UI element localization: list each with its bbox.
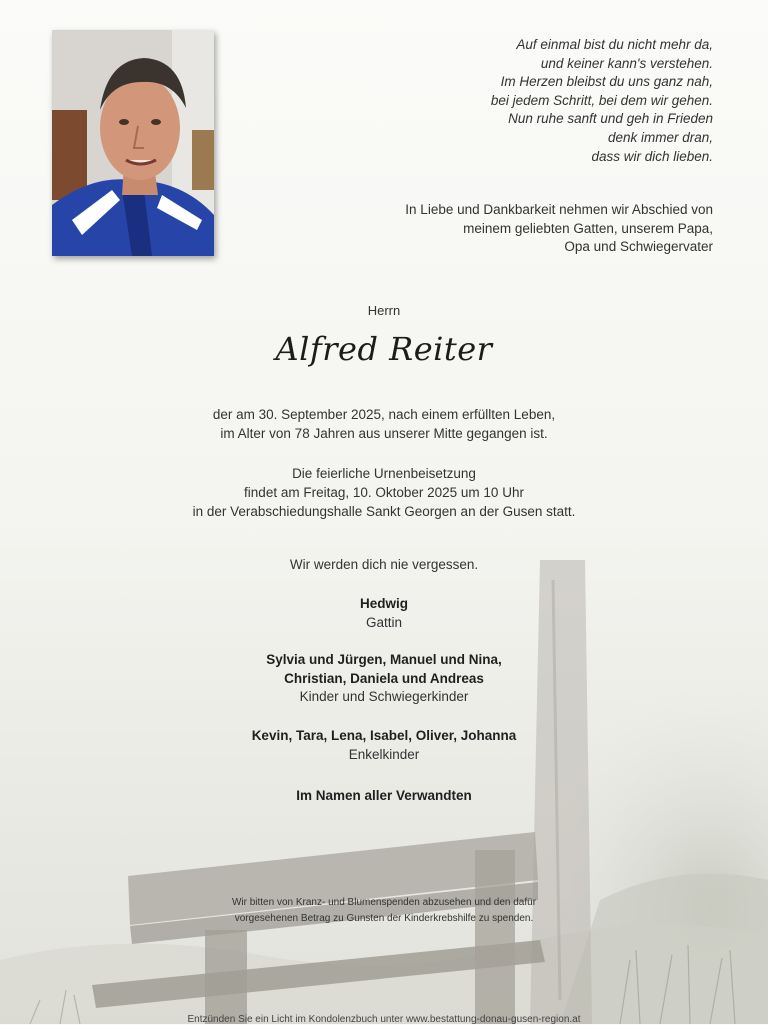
funeral-line: findet am Freitag, 10. Oktober 2025 um 10 Uhr (244, 485, 524, 500)
family-names: Sylvia und Jürgen, Manuel und Nina, (266, 652, 502, 667)
poem (293, 36, 713, 166)
poem-line: Im Herzen bleibst du uns ganz nah, (500, 74, 713, 90)
family-group-grandchildren (0, 727, 768, 764)
funeral-line: in der Verabschiedungshalle Sankt Georgen an der Gusen statt. (192, 504, 576, 519)
donation-request-line: Wir bitten von Kranz- und Blumenspenden abzusehen und den dafür (231, 897, 537, 908)
portrait-photo (52, 30, 214, 256)
family-role: Gattin (365, 614, 403, 630)
poem-line: Nun ruhe sanft und geh in Frieden (508, 111, 713, 127)
family-group-spouse (0, 595, 768, 632)
poem-line: dass wir dich lieben. (591, 148, 713, 164)
remembrance-line: Wir werden dich nie vergessen. (289, 557, 479, 572)
farewell-text (293, 201, 713, 257)
funeral-line: Die feierliche Urnenbeisetzung (292, 466, 476, 481)
deceased-name: Alfred Reiter (275, 330, 493, 368)
family-role: Enkelkinder (348, 746, 420, 762)
death-notice-line: der am 30. September 2025, nach einem erfüllten Leben, (212, 407, 556, 422)
death-notice (0, 405, 768, 443)
farewell-line: Opa und Schwiegervater (564, 239, 713, 255)
family-names: Hedwig (359, 596, 408, 611)
family-names: Im Namen aller Verwandten (296, 788, 472, 803)
family-names: Kevin, Tara, Lena, Isabel, Oliver, Johanna (251, 728, 517, 743)
poem-line: bei jedem Schritt, bei dem wir gehen. (490, 92, 713, 108)
poem-line: Auf einmal bist du nicht mehr da, (516, 37, 713, 52)
death-notice-line: im Alter von 78 Jahren aus unserer Mitte gegangen ist. (220, 426, 548, 441)
poem-line: und keiner kann's verstehen. (540, 55, 713, 71)
donation-request-line: vorgesehenen Betrag zu Gunsten der Kinderkrebshilfe zu spenden. (234, 913, 534, 924)
funeral-details (0, 464, 768, 521)
farewell-line: meinem geliebten Gatten, unserem Papa, (463, 220, 713, 236)
family-role: Kinder und Schwiegerkinder (299, 689, 469, 704)
condolence-footer: Entzünden Sie ein Licht im Kondolenzbuch unter www.bestattung-donau-gusen-region.at (187, 1014, 581, 1025)
family-group-children (0, 651, 768, 707)
family-names: Christian, Daniela und Andreas (284, 670, 484, 686)
family-group-relatives (0, 787, 768, 806)
donation-request (0, 895, 768, 927)
farewell-line: In Liebe und Dankbarkeit nehmen wir Abschied von (405, 202, 713, 217)
poem-line: denk immer dran, (607, 129, 713, 145)
salutation: Herrn (367, 303, 401, 318)
